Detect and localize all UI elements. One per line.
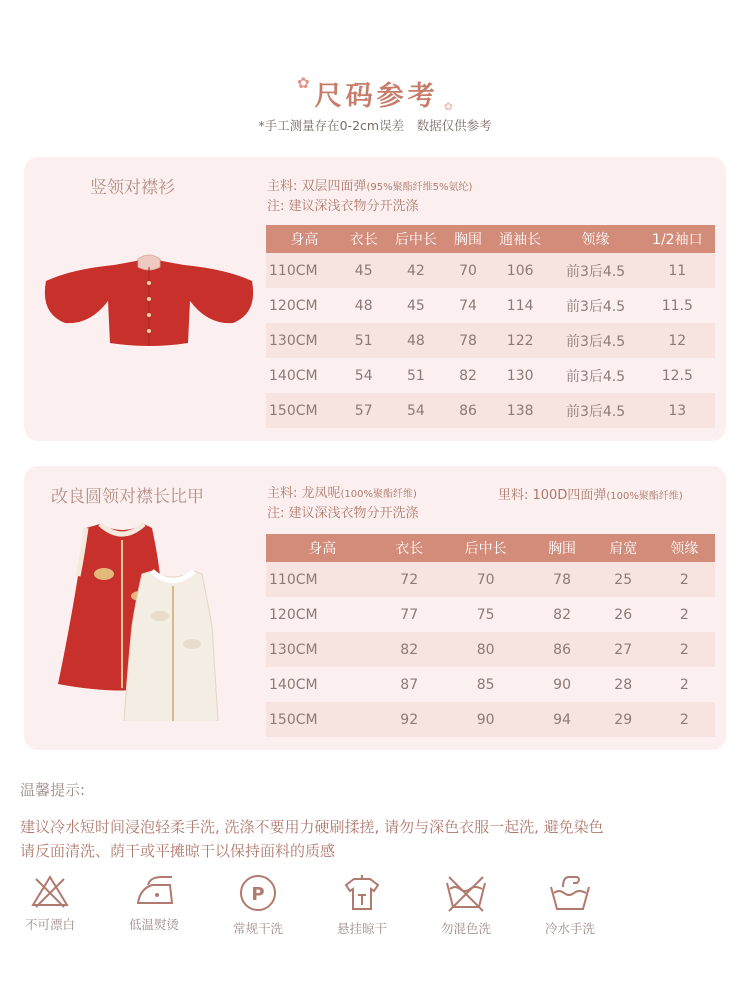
table-cell: 前3后4.5: [551, 393, 639, 428]
material-info: [267, 177, 472, 216]
size-table-header: [266, 534, 715, 562]
table-cell: 2: [654, 562, 715, 597]
size-table: [266, 534, 715, 737]
table-cell: 2: [654, 597, 715, 632]
care-item: [416, 873, 516, 937]
material-main-detail: (100%聚酯纤维): [340, 489, 417, 500]
flower-icon: ✿: [297, 74, 310, 92]
lining-label: 里料: 100D四面弹: [498, 488, 607, 503]
table-cell: 45: [385, 288, 448, 323]
low-iron-icon: [132, 873, 176, 909]
table-cell: 70: [447, 253, 489, 288]
page-title: 尺码参考: [314, 81, 439, 112]
care-item: [520, 873, 620, 937]
table-cell: 48: [343, 288, 385, 323]
table-cell: 2: [654, 702, 715, 737]
size-table: [266, 225, 715, 428]
table-cell: 2: [654, 632, 715, 667]
table-cell: 12: [640, 323, 715, 358]
lining-detail: (100%聚酯纤维): [606, 491, 683, 502]
table-cell: 110CM: [266, 562, 379, 597]
column-header: 胸围: [532, 534, 593, 562]
table-cell: 70: [440, 562, 532, 597]
table-cell: 54: [343, 358, 385, 393]
page-header: [0, 74, 750, 113]
table-cell: 140CM: [266, 667, 379, 702]
table-cell: 77: [379, 597, 440, 632]
table-cell: 120CM: [266, 288, 343, 323]
column-header: 胸围: [447, 225, 489, 253]
column-header: 衣长: [379, 534, 440, 562]
measurement-note: *手工测量存在0-2cm误差 数据仅供参考: [258, 118, 492, 133]
column-header: 身高: [266, 534, 379, 562]
table-cell: 87: [379, 667, 440, 702]
table-cell: 106: [489, 253, 552, 288]
vest-image: [52, 516, 237, 721]
no-bleach-icon: [30, 873, 70, 909]
jacket-image: [38, 253, 260, 353]
table-row: [266, 253, 715, 288]
care-label: 冷水手洗: [544, 921, 595, 936]
column-header: 肩宽: [593, 534, 654, 562]
table-cell: 92: [379, 702, 440, 737]
table-cell: 42: [385, 253, 448, 288]
table-cell: 130: [489, 358, 552, 393]
material-main-detail: (95%聚酯纤维5%氨纶): [366, 182, 473, 193]
table-row: [266, 562, 715, 597]
dry-clean-icon: [238, 873, 278, 913]
size-table-header: [266, 225, 715, 253]
table-cell: 130CM: [266, 632, 379, 667]
material-main-label: 主料: 双层四面弹: [267, 179, 367, 194]
column-header: 后中长: [440, 534, 532, 562]
table-cell: 130CM: [266, 323, 343, 358]
table-cell: 120CM: [266, 597, 379, 632]
material-info: [267, 484, 419, 523]
care-label: 常规干洗: [232, 921, 283, 936]
care-item: [208, 873, 308, 937]
table-row: [266, 393, 715, 428]
no-mix-wash-icon: [443, 873, 489, 913]
table-cell: 150CM: [266, 702, 379, 737]
care-label: 不可漂白: [24, 917, 75, 932]
table-row: [266, 667, 715, 702]
column-header: 后中长: [385, 225, 448, 253]
column-header: 衣长: [343, 225, 385, 253]
care-label: 悬挂晾干: [336, 921, 387, 936]
tips-title: 温馨提示:: [20, 781, 86, 799]
tips-line: 建议冷水短时间浸泡轻柔手洗, 洗涤不要用力硬刷揉搓, 请勿与深色衣服一起洗, 避免染色: [20, 818, 604, 836]
table-cell: 86: [532, 632, 593, 667]
tips-body: [20, 815, 740, 863]
table-cell: 80: [440, 632, 532, 667]
table-cell: 82: [532, 597, 593, 632]
column-header: 通袖长: [489, 225, 552, 253]
table-cell: 29: [593, 702, 654, 737]
table-cell: 78: [447, 323, 489, 358]
table-row: [266, 323, 715, 358]
table-cell: 75: [440, 597, 532, 632]
care-note: 注: 建议深浅衣物分开洗涤: [267, 199, 419, 214]
product-card-jacket: [24, 157, 726, 441]
table-cell: 138: [489, 393, 552, 428]
column-header: 领缘: [654, 534, 715, 562]
table-row: [266, 288, 715, 323]
care-label: 低温熨烫: [128, 917, 179, 932]
product-name: 竖领对襟衫: [90, 178, 175, 198]
table-row: [266, 632, 715, 667]
table-cell: 86: [447, 393, 489, 428]
table-row: [266, 702, 715, 737]
table-cell: 78: [532, 562, 593, 597]
lining-info: [498, 484, 683, 503]
care-item: [104, 873, 204, 933]
table-cell: 11.5: [640, 288, 715, 323]
cold-hand-wash-icon: [547, 873, 593, 913]
care-item: [0, 873, 100, 933]
table-cell: 85: [440, 667, 532, 702]
table-cell: 82: [379, 632, 440, 667]
table-cell: 13: [640, 393, 715, 428]
hang-dry-icon: [342, 873, 382, 913]
tips-line: 请反面清洗、荫干或平摊晾干以保持面料的质感: [20, 842, 336, 860]
table-cell: 51: [385, 358, 448, 393]
care-note: 注: 建议深浅衣物分开洗涤: [267, 506, 419, 521]
table-cell: 45: [343, 253, 385, 288]
table-cell: 前3后4.5: [551, 288, 639, 323]
table-cell: 26: [593, 597, 654, 632]
table-cell: 114: [489, 288, 552, 323]
table-cell: 27: [593, 632, 654, 667]
table-row: [266, 358, 715, 393]
product-card-vest: [24, 466, 726, 750]
table-cell: 150CM: [266, 393, 343, 428]
table-cell: 57: [343, 393, 385, 428]
table-cell: 51: [343, 323, 385, 358]
product-name: 改良圆领对襟长比甲: [51, 487, 204, 507]
table-cell: 140CM: [266, 358, 343, 393]
flower-icon: ✿: [443, 100, 453, 113]
table-cell: 25: [593, 562, 654, 597]
care-item: [312, 873, 412, 937]
svg-text:P: P: [251, 884, 265, 905]
table-cell: 2: [654, 667, 715, 702]
table-cell: 11: [640, 253, 715, 288]
column-header: 领缘: [551, 225, 639, 253]
table-cell: 82: [447, 358, 489, 393]
table-cell: 前3后4.5: [551, 253, 639, 288]
table-cell: 前3后4.5: [551, 358, 639, 393]
table-cell: 12.5: [640, 358, 715, 393]
column-header: 身高: [266, 225, 343, 253]
table-cell: 28: [593, 667, 654, 702]
table-cell: 90: [532, 667, 593, 702]
table-cell: 48: [385, 323, 448, 358]
table-cell: 54: [385, 393, 448, 428]
table-cell: 94: [532, 702, 593, 737]
table-cell: 74: [447, 288, 489, 323]
table-cell: 90: [440, 702, 532, 737]
column-header: 1/2袖口: [640, 225, 715, 253]
table-row: [266, 597, 715, 632]
table-cell: 72: [379, 562, 440, 597]
material-main-label: 主料: 龙凤呢: [267, 486, 341, 501]
table-cell: 110CM: [266, 253, 343, 288]
table-cell: 前3后4.5: [551, 323, 639, 358]
table-cell: 122: [489, 323, 552, 358]
care-label: 勿混色洗: [440, 921, 491, 936]
